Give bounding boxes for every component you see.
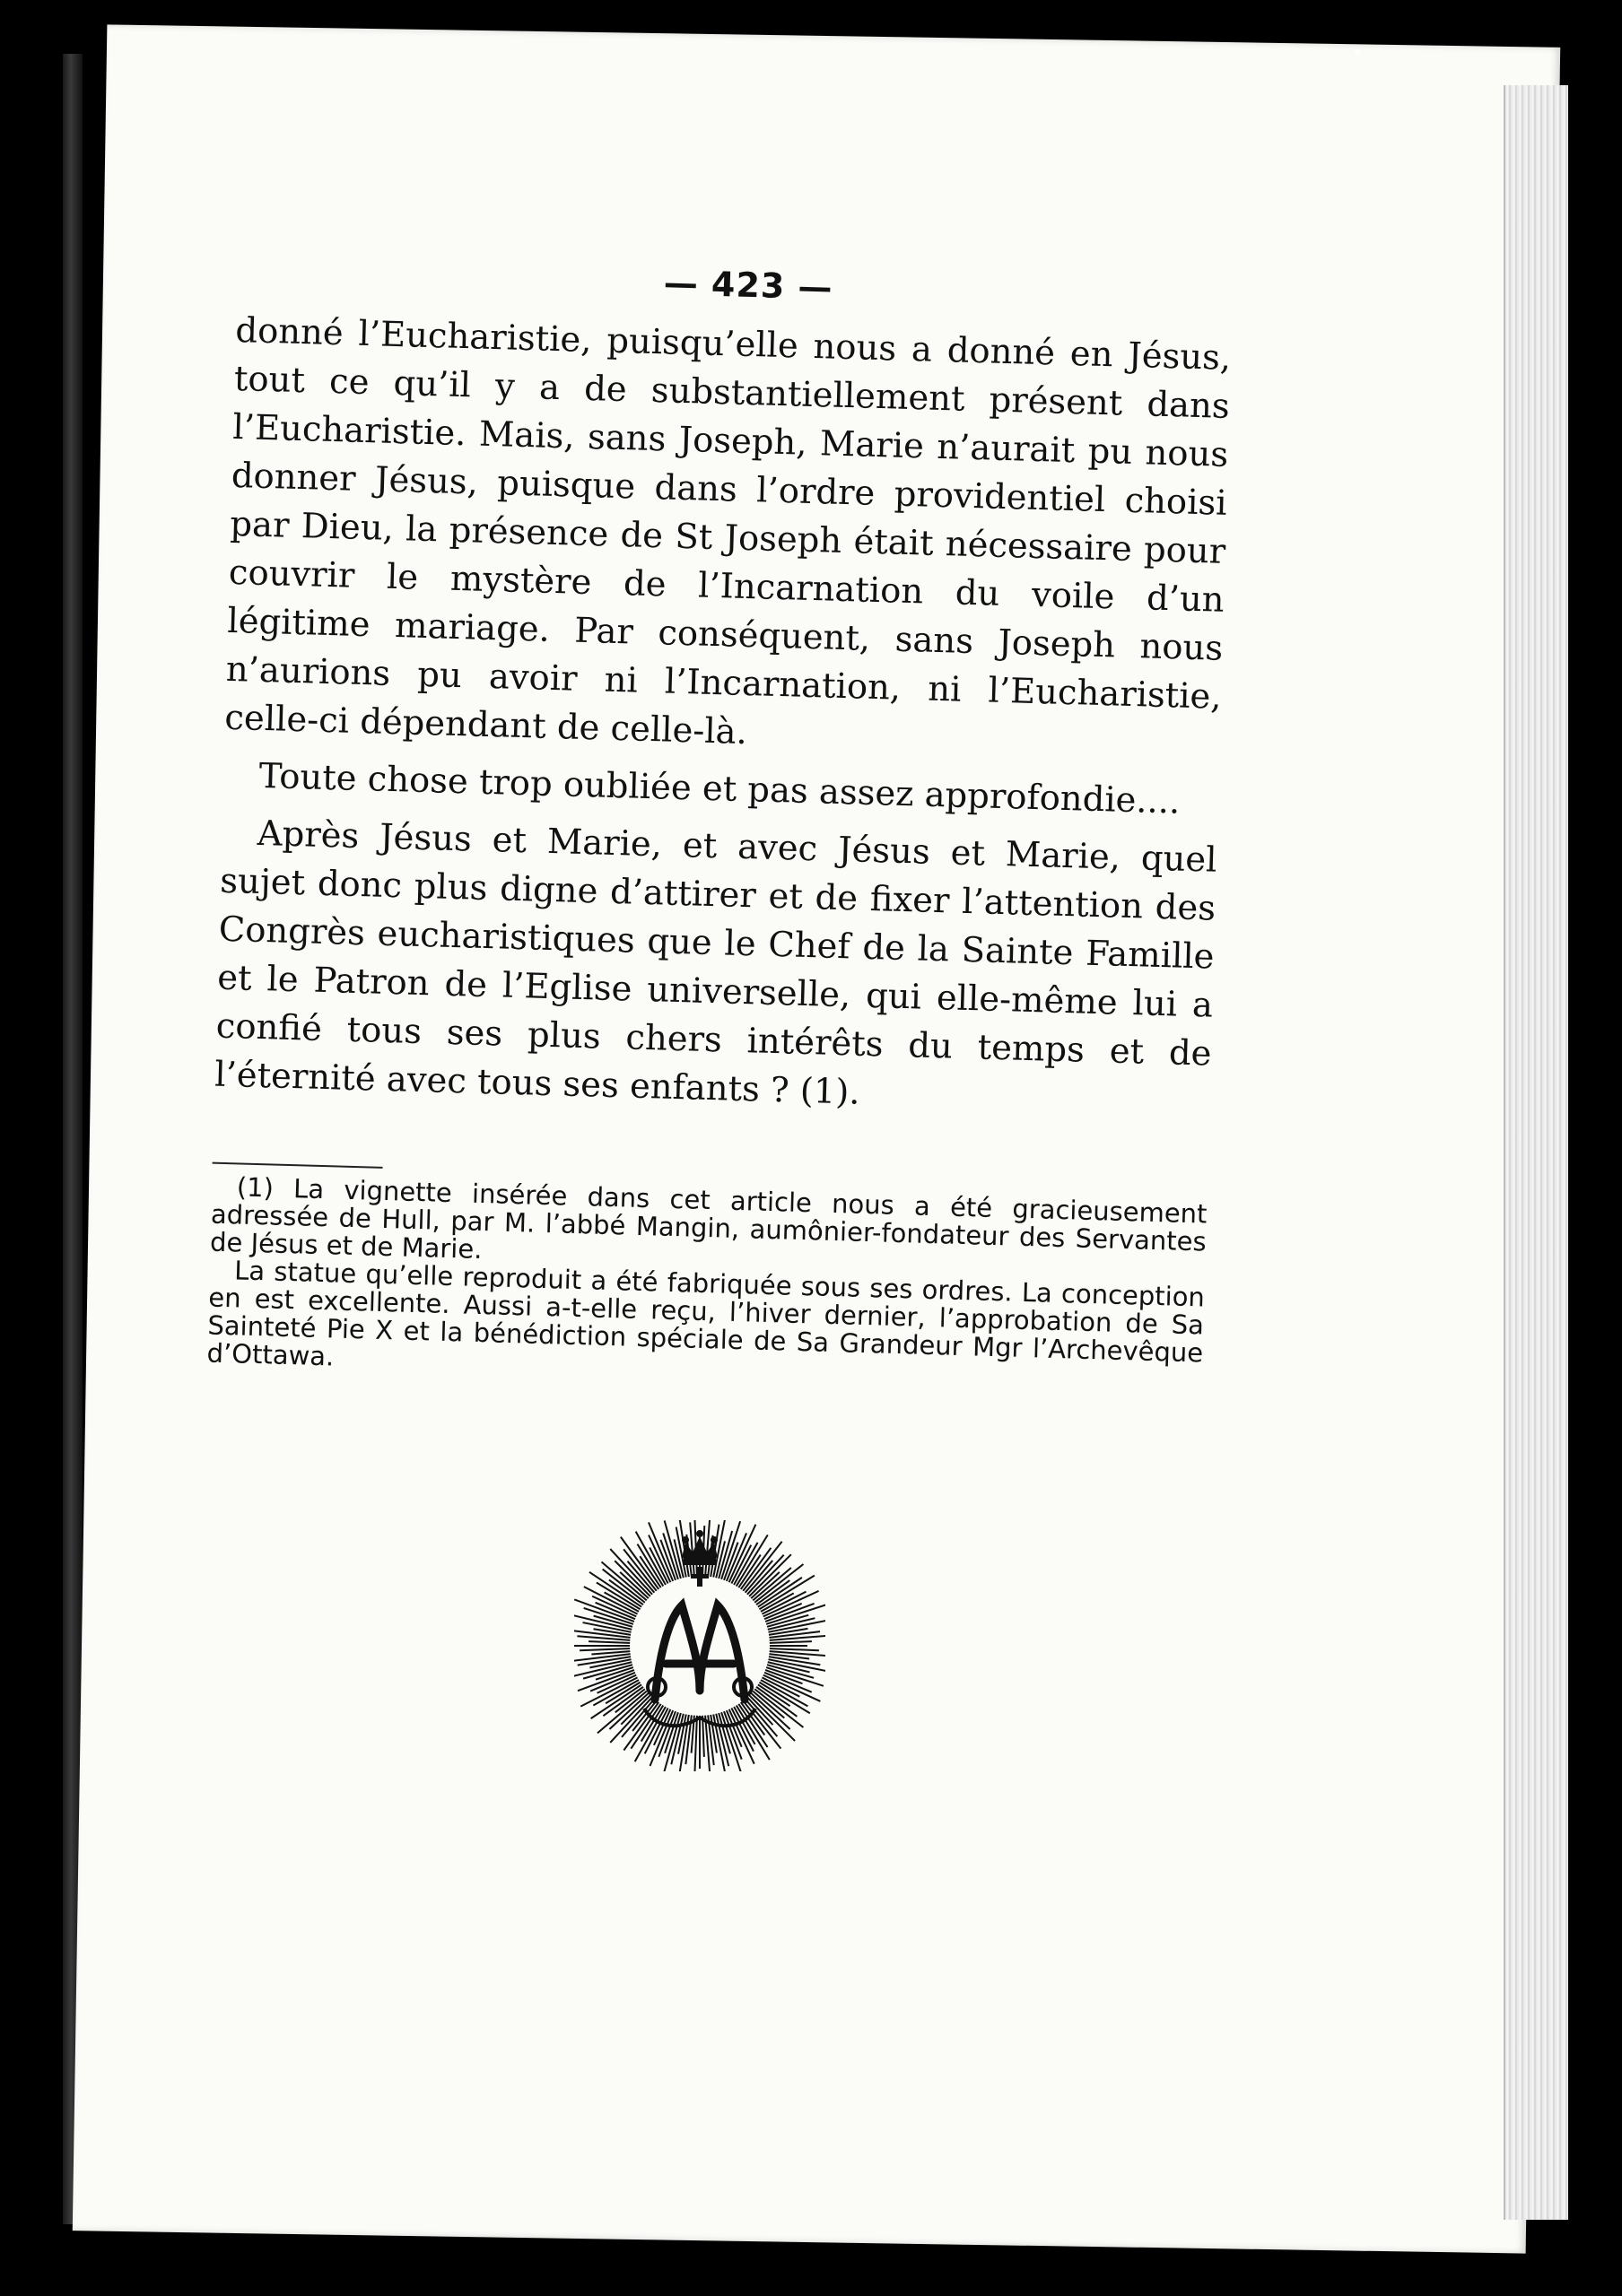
footnote-rule	[213, 1162, 383, 1169]
paragraph-2: Toute chose trop oubliée et pas assez approfondie....	[258, 755, 1181, 822]
footnote-1: (1) La vignette insérée dans cet article nous a été gracieusement adressée de Hull, par M. l’abbé Mangin, aumônier-fondateur des Servantes de Jésus et de Marie.	[209, 1171, 1208, 1265]
footnote-2: La statue qu’elle reproduit a été fabriquée sous ses ordres. La conception en est excellente. Aussi a-t-elle reçu, l’hiver dernier, l’approbation de Sa Sainteté Pie X et la bénédiction spéciale de Sa Grandeur Mgr l’Archevêque d’Ottawa.	[206, 1255, 1206, 1372]
paragraph-1: donné l’Eucharistie, puisqu’elle nous a donné en Jésus, tout ce qu’il y a de substantiellement présent dans l’Eucharistie. Mais, sans Joseph, Marie n’aurait pu nous donner Jésus, puisque dans l’ordre providentiel choisi par Dieu, la présence de St Joseph était nécessaire pour couvrir le mystère de l’Incarnation du voile d’un légitime mariage. Par conséquent, sans Joseph nous n’aurions pu avoir ni l’Incarnation, ni l’Eucharistie, celle-ci dépendant de celle-là.	[223, 309, 1232, 753]
page-stack-edges	[1504, 85, 1568, 2220]
paragraph-3: Après Jésus et Marie, et avec Jésus et Marie, quel sujet donc plus digne d’attirer et de fixer l’attention des Congrès eucharistiques que le Chef de la Sainte Famille et le Patron de l’Eglise universelle, qui elle-même lui a confié tous ses plus chers intérêts du temps et de l’éternité avec tous ses enfants ? (1).	[214, 813, 1218, 1113]
crowned-marian-monogram-icon	[574, 1520, 825, 1771]
scan-speck	[1355, 49, 1360, 55]
text-block	[206, 251, 1233, 1396]
page-number: — 423 —	[663, 263, 834, 308]
